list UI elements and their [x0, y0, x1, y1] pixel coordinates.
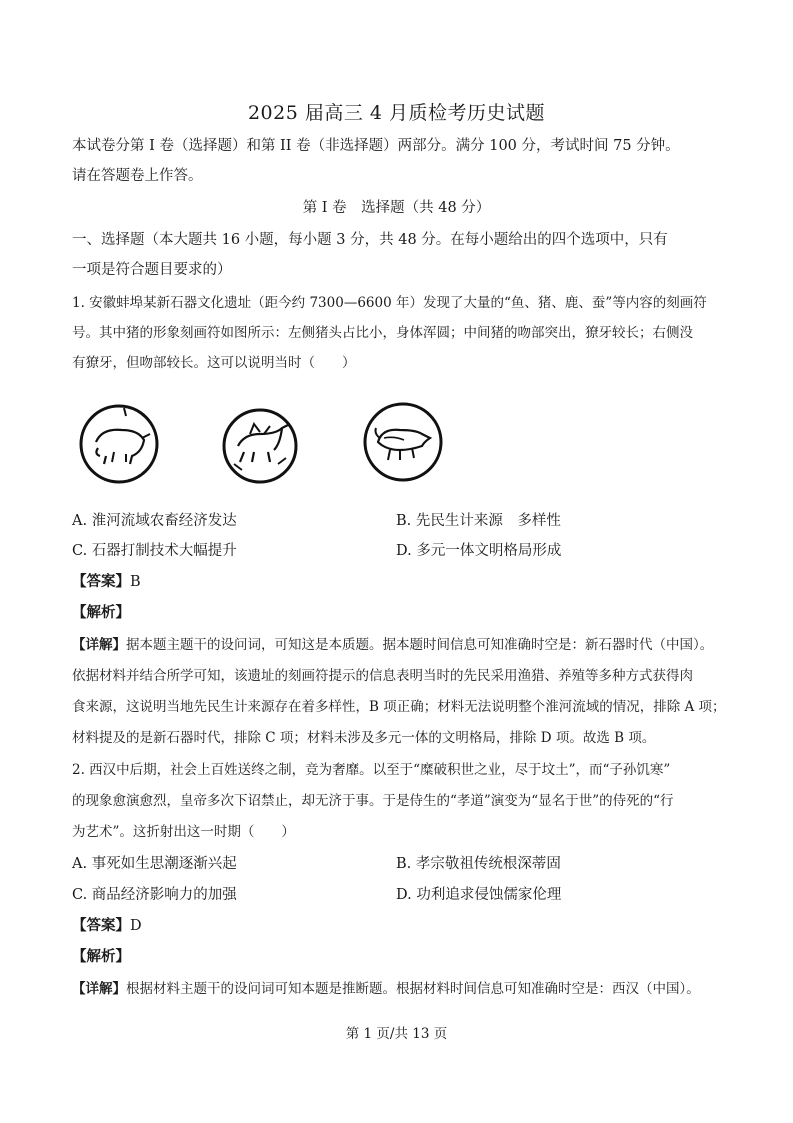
q2-stem-line-2: 的现象愈演愈烈，皇帝多次下诏禁止，却无济于事。于是侍生的“孝道”演变为“显名于世”的侍死的“行: [72, 793, 674, 809]
q1-option-d: D. 多元一体文明格局形成: [396, 543, 562, 559]
q2-detail-line-1: [72, 979, 732, 999]
q1-detail-line-1: [72, 635, 732, 655]
intro-line-1: 本试卷分第 I 卷（选择题）和第 II 卷（非选择题）两部分。满分 100 分，考试时间 75 分钟。: [72, 138, 680, 154]
part-heading-line-1: 一、选择题（本大题共 16 小题，每小题 3 分，共 48 分。在每小题给出的四个选项中，只有: [72, 232, 668, 248]
q1-option-c: C. 石器打制技术大幅提升: [72, 543, 237, 559]
q1-detail-line-2: 依据材料并结合所学可知，该遗址的刻画符提示的信息表明当时的先民采用渔猎、养殖等多种方式获得肉: [72, 668, 693, 684]
q1-option-b: B. 先民生计来源 多样性: [396, 513, 561, 529]
q2-answer-value: D: [130, 918, 142, 934]
pig-symbol-right-icon: [360, 398, 446, 486]
page-footer: 第 1 页/共 13 页: [345, 1026, 448, 1042]
q1-option-a: A. 淮河流域农畜经济发达: [72, 513, 237, 529]
q1-detail-line-4: 材料提及的是新石器时代，排除 C 项；材料未涉及多元一体的文明格局，排除 D 项。故选 B 项。: [72, 730, 656, 746]
q1-stem-line-2: 号。其中猪的形象刻画符如图所示：左侧猪头占比小，身体浑圆；中间猪的吻部突出，獠牙较长；右侧没: [72, 325, 693, 341]
section-title: 第 I 卷 选择题（共 48 分）: [302, 200, 491, 216]
q1-answer-label: 【答案】: [72, 573, 130, 590]
q2-detail-tag: 【详解】: [72, 981, 126, 997]
q2-option-a: A. 事死如生思潮逐渐兴起: [72, 856, 237, 872]
q2-option-b: B. 孝宗敬祖传统根深蒂固: [396, 856, 561, 872]
q1-detail-tag: 【详解】: [72, 637, 126, 653]
pig-symbol-left-icon: [76, 402, 162, 486]
q2-analysis-tag: 【解析】: [72, 948, 130, 965]
part-heading-line-2: 一项是符合题目要求的）: [72, 262, 232, 278]
q1-detail-line-3: 食来源，这说明当地先民生计来源存在着多样性，B 项正确；材料无法说明整个淮河流域的情况，排除 A 项；: [72, 699, 726, 715]
q1-answer-value: B: [130, 574, 141, 590]
q2-option-c: C. 商品经济影响力的加强: [72, 887, 237, 903]
q1-detail-text-1: 据本题主题干的设问词，可知这是本质题。据本题时间信息可知准确时空是：新石器时代（中国）。: [126, 637, 714, 653]
q2-analysis-label: [72, 947, 732, 967]
intro-line-2: 请在答题卷上作答。: [72, 168, 203, 184]
q1-stem-line-3: 有獠牙，但吻部较长。这可以说明当时（ ）: [72, 355, 356, 371]
q1-stem-line-1: 1. 安徽蚌埠某新石器文化遗址（距今约 7300—6600 年）发现了大量的“鱼、猪、鹿、蚕”等内容的刻画符: [72, 295, 707, 311]
q2-detail-text: 根据材料主题干的设问词可知本题是推断题。根据材料时间信息可知准确时空是：西汉（中国）。: [126, 981, 700, 997]
exam-title: 2025 届高三 4 月质检考历史试题: [247, 102, 546, 124]
q2-answer: [72, 916, 732, 936]
q1-answer: [72, 572, 732, 592]
q2-stem-line-3: 为艺术”。这折射出这一时期（ ）: [72, 824, 295, 840]
pig-symbol-middle-icon: [220, 404, 300, 488]
q1-analysis-label: [72, 603, 732, 623]
q2-answer-label: 【答案】: [72, 917, 130, 934]
q2-stem-line-1: 2. 西汉中后期，社会上百姓送终之制，竞为奢靡。以至于“糜破积世之业，尽于坟土”，而“子孙饥寒”: [72, 762, 671, 778]
q1-analysis-tag: 【解析】: [72, 604, 130, 621]
q2-option-d: D. 功利追求侵蚀儒家伦理: [396, 887, 562, 903]
